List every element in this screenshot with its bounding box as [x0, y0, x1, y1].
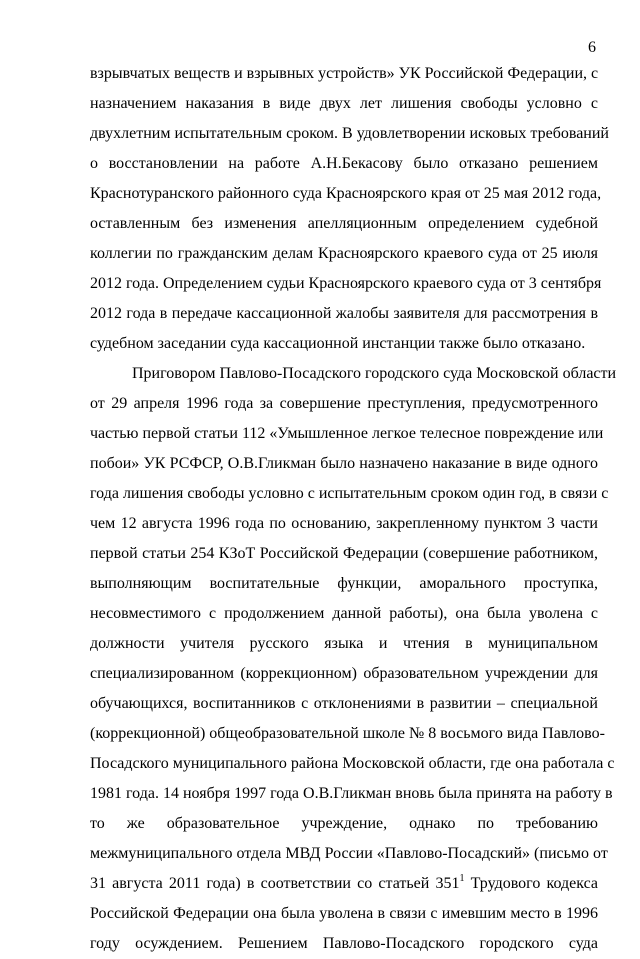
text-line: частью первой статьи 112 «Умышленное легкое телесное повреждение или — [90, 425, 604, 442]
text-line: Приговором Павлово-Посадского городского суда Московской области — [132, 365, 617, 382]
text-line: 1981 года. 14 ноября 1997 года О.В.Гликман вновь была принята на работу в — [90, 785, 613, 802]
text-line: от 29 апреля 1996 года за совершение преступления, предусмотренного — [90, 395, 598, 412]
footnote-marker: 1 — [459, 873, 465, 884]
text-line: 2012 года. Определением судьи Красноярского краевого суда от 3 сентября — [90, 275, 602, 292]
text-line: взрывчатых веществ и взрывных устройств» УК Российской Федерации, с — [90, 65, 599, 82]
text-line: чем 12 августа 1996 года по основанию, закрепленному пунктом 3 части — [90, 515, 598, 532]
text-line: побои» УК РСФСР, О.В.Гликман было назначено наказание в виде одного — [90, 455, 598, 472]
text-line: то же образовательное учреждение, однако по требованию — [90, 815, 598, 832]
text-line: года лишения свободы условно с испытательным сроком один год, в связи с — [90, 485, 609, 502]
text-line: должности учителя русского языка и чтения в муниципальном — [90, 635, 598, 652]
text-line: несовместимого с продолжением данной работы), она была уволена с — [90, 605, 598, 622]
text-line: первой статьи 254 КЗоТ Российской Федерации (совершение работником, — [90, 545, 598, 562]
text-line: судебном заседании суда кассационной инстанции также было отказано. — [90, 335, 586, 352]
text-line: оставленным без изменения апелляционным определением судебной — [90, 215, 598, 232]
text-line: специализированном (коррекционном) образовательном учреждении для — [90, 665, 598, 682]
text-line: (коррекционной) общеобразовательной школе № 8 восьмого вида Павлово- — [90, 725, 605, 742]
text-line: Посадского муниципального района Московской области, где она работала с — [90, 755, 615, 772]
text-line: Краснотуранского районного суда Красноярского края от 25 мая 2012 года, — [90, 185, 602, 202]
footnote-line-start: 31 августа 2011 года) в соответствии со статьей 351 — [90, 875, 460, 892]
text-line-with-footnote — [90, 869, 598, 899]
text-line: назначением наказания в виде двух лет лишения свободы условно с — [90, 95, 598, 112]
text-line: о восстановлении на работе А.Н.Бекасову было отказано решением — [90, 155, 598, 172]
footnote-line-end: Трудового кодекса — [464, 875, 598, 892]
text-line: Российской Федерации она была уволена в связи с имевшим место в 1996 — [90, 905, 598, 922]
text-line: коллегии по гражданским делам Красноярского краевого суда от 25 июля — [90, 245, 598, 262]
text-line: двухлетним испытательным сроком. В удовлетворении исковых требований — [90, 125, 609, 142]
text-line: году осуждением. Решением Павлово-Посадского городского суда — [90, 935, 598, 952]
page-number: 6 — [588, 39, 596, 56]
text-line: обучающихся, воспитанников с отклонениями в развитии – специальной — [90, 695, 598, 712]
text-line: межмуниципального отдела МВД России «Павлово-Посадский» (письмо от — [90, 845, 608, 862]
text-line: выполняющим воспитательные функции, аморального проступка, — [90, 575, 598, 592]
text-line: 2012 года в передаче кассационной жалобы заявителя для рассмотрения в — [90, 305, 598, 322]
document-body — [90, 59, 617, 959]
